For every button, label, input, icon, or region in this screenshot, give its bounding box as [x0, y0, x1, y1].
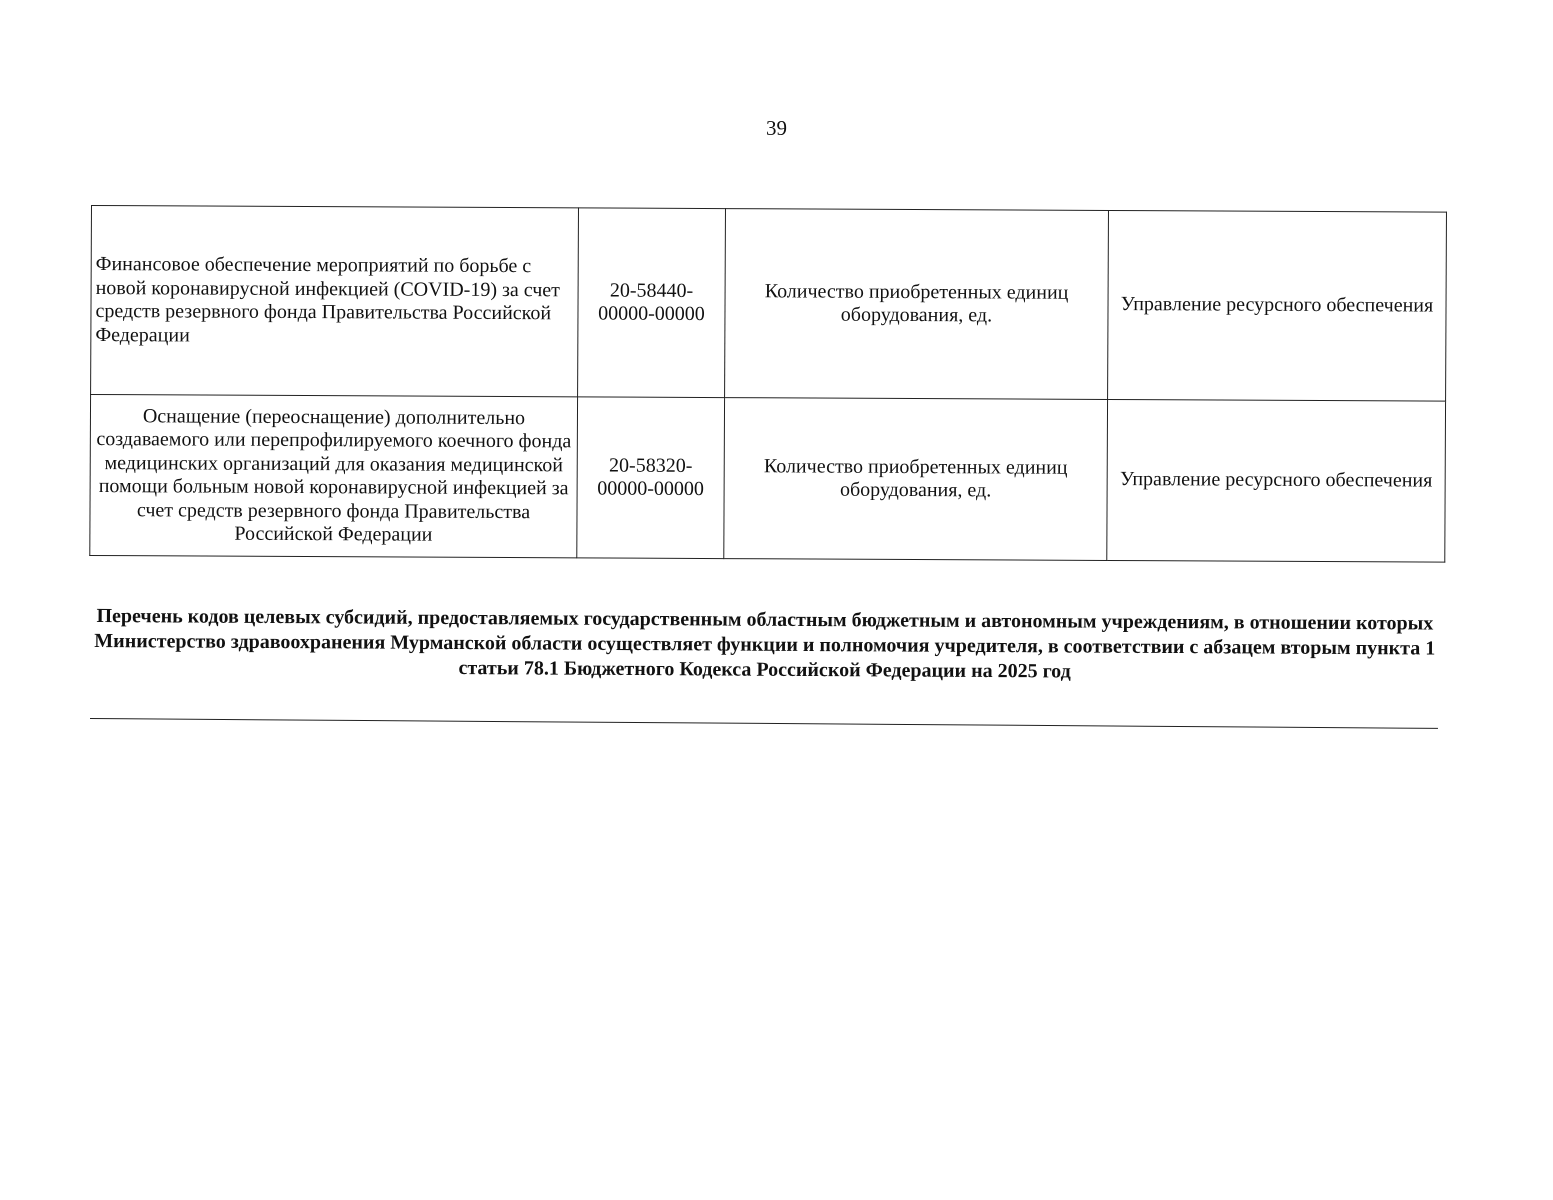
indicator-cell: Количество приобретенных единиц оборудования, ед.	[724, 398, 1108, 561]
table-row	[91, 206, 1447, 402]
department-cell: Управление ресурсного обеспечения	[1107, 399, 1446, 562]
horizontal-rule	[90, 718, 1438, 729]
subsidy-code-cell: 20-58440-00000-00000	[578, 208, 726, 398]
section-heading: Перечень кодов целевых субсидий, предоставляемых государственным областным бюджетным и автономным учреждениям, в отношении которых Министерство здравоохранения Мурманской области осуществляет функции и полномочия учредителя, в соответствии с абзацем вторым пункта 1 статьи 78.1 Бюджетного Кодекса Российской Федерации на 2025 год	[94, 605, 1436, 683]
subsidy-table	[89, 205, 1447, 563]
event-name-cell: Финансовое обеспечение мероприятий по борьбе с новой коронавирусной инфекцией (COVID-19) за счет средств резервного фонда Правительства Российской Федерации	[91, 206, 579, 397]
page-number: 39	[766, 116, 787, 140]
table-row	[90, 395, 1446, 563]
indicator-cell: Количество приобретенных единиц оборудования, ед.	[725, 209, 1109, 400]
department-cell: Управление ресурсного обеспечения	[1108, 210, 1447, 401]
subsidy-code-cell: 20-58320-00000-00000	[577, 397, 725, 559]
event-name-cell: Оснащение (переоснащение) дополнительно создаваемого или перепрофилируемого коечного фонда медицинских организаций для оказания медицинской помощи больным новой коронавирусной инфекцией за счет средств резервного фонда Правительства Российской Федерации	[90, 395, 578, 558]
